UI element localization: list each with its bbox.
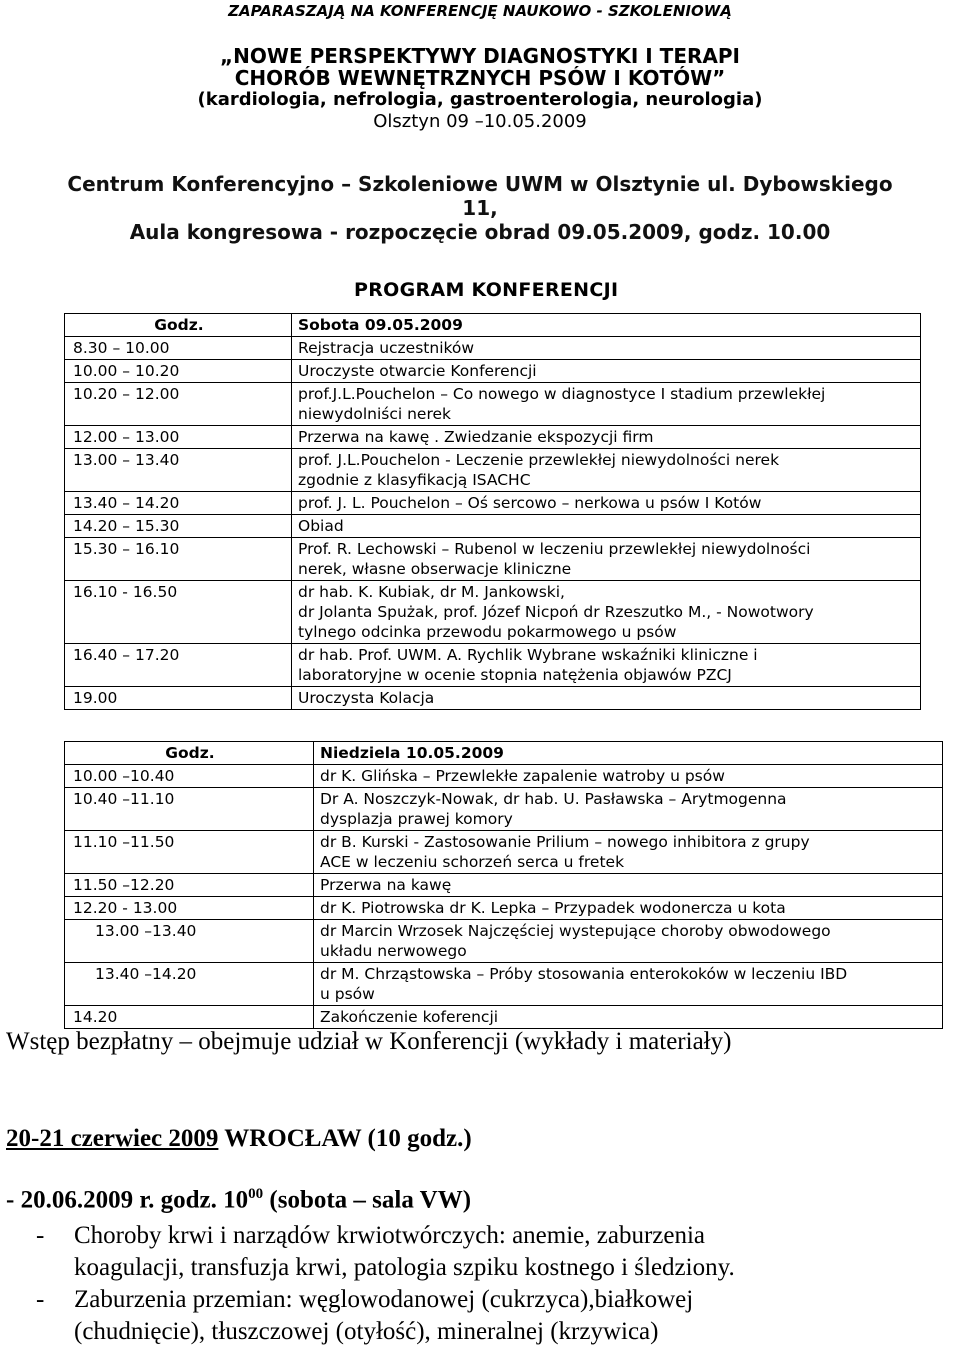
row-description xyxy=(292,538,921,581)
row-description-line: Uroczysta Kolacja xyxy=(298,689,435,707)
venue-line-2: 11, xyxy=(462,196,498,220)
row-time: 13.40 –14.20 xyxy=(65,963,314,1006)
row-time: 10.20 – 12.00 xyxy=(65,383,292,426)
title-subtitle: (kardiologia, nefrologia, gastroenterologia, neurologia) xyxy=(197,89,763,110)
table-row xyxy=(65,538,921,581)
row-description-line: Prof. R. Lechowski – Rubenol w leczeniu przewlekłej niewydolności xyxy=(298,540,811,558)
table-row xyxy=(65,831,943,874)
row-description xyxy=(314,765,943,788)
row-time: 19.00 xyxy=(65,687,292,710)
row-time: 10.00 –10.40 xyxy=(65,765,314,788)
row-description xyxy=(292,687,921,710)
header-time-label: Godz. xyxy=(65,314,292,337)
table-row xyxy=(65,874,943,897)
row-description-line: zgodnie z klasyfikacją ISACHC xyxy=(298,471,531,489)
program-table-sunday xyxy=(64,741,943,1029)
row-description-line: niewydolniści nerek xyxy=(298,405,452,423)
topics-list xyxy=(6,1220,946,1348)
table-row xyxy=(65,788,943,831)
topic-item xyxy=(6,1284,946,1348)
conference-title-block xyxy=(0,45,960,133)
row-description xyxy=(292,515,921,538)
topic-line: koagulacji, transfuzja krwi, patologia szpiku kostnego i śledziony. xyxy=(74,1254,735,1281)
table-row xyxy=(65,963,943,1006)
row-description-line: Zakończenie koferencji xyxy=(320,1008,499,1026)
table-row xyxy=(65,920,943,963)
row-description xyxy=(314,788,943,831)
venue-line-1: Centrum Konferencyjno – Szkoleniowe UWM w Olsztynie ul. Dybowskiego xyxy=(67,172,893,196)
session-prefix: - 20.06.2009 r. godz. 10 xyxy=(6,1186,249,1214)
table-row xyxy=(65,1006,943,1029)
row-description xyxy=(292,383,921,426)
row-time: 14.20 xyxy=(65,1006,314,1029)
row-description xyxy=(314,1006,943,1029)
title-line-1: „NOWE PERSPEKTYWY DIAGNOSTYKI I TERAPI xyxy=(220,44,740,68)
row-time: 12.00 – 13.00 xyxy=(65,426,292,449)
row-description-line: dr K. Glińska – Przewlekłe zapalenie watroby u psów xyxy=(320,767,725,785)
row-time: 16.10 - 16.50 xyxy=(65,581,292,644)
row-description-line: Przerwa na kawę xyxy=(320,876,452,894)
table-row xyxy=(65,644,921,687)
table-header-row xyxy=(65,742,943,765)
row-description xyxy=(292,360,921,383)
session-dateline xyxy=(6,1186,471,1214)
row-description xyxy=(314,831,943,874)
row-description xyxy=(292,492,921,515)
session-suffix: (sobota – sala VW) xyxy=(263,1186,472,1214)
title-line-2: CHORÓB WEWNĘTRZNYCH PSÓW I KOTÓW” xyxy=(234,66,726,90)
table-row xyxy=(65,897,943,920)
row-description-line: tylnego odcinka przewodu pokarmowego u psów xyxy=(298,623,677,641)
row-description xyxy=(292,581,921,644)
row-description-line: laboratoryjne w ocenie stopnia natężenia objawów PZCJ xyxy=(298,666,732,684)
row-description-line: ACE w leczeniu schorzeń serca u fretek xyxy=(320,853,625,871)
row-time: 15.30 – 16.10 xyxy=(65,538,292,581)
row-time: 12.20 - 13.00 xyxy=(65,897,314,920)
venue-line-3: Aula kongresowa - rozpoczęcie obrad 09.05.2009, godz. 10.00 xyxy=(129,220,831,244)
table-row xyxy=(65,492,921,515)
row-description-line: u psów xyxy=(320,985,375,1003)
row-time: 11.50 –12.20 xyxy=(65,874,314,897)
topic-dash: - xyxy=(36,1286,45,1313)
row-time: 11.10 –11.50 xyxy=(65,831,314,874)
row-description xyxy=(314,963,943,1006)
row-description xyxy=(314,897,943,920)
row-time: 13.00 –13.40 xyxy=(65,920,314,963)
row-description-line: dr hab. Prof. UWM. A. Rychlik Wybrane wskaźniki kliniczne i xyxy=(298,646,758,664)
table-row xyxy=(65,515,921,538)
row-description-line: nerek, własne obserwacje kliniczne xyxy=(298,560,572,578)
row-time: 13.00 – 13.40 xyxy=(65,449,292,492)
table-row xyxy=(65,581,921,644)
row-description-line: dr Marcin Wrzosek Najczęściej wystepujące choroby obwodowego xyxy=(320,922,831,940)
row-time: 8.30 – 10.00 xyxy=(65,337,292,360)
header-time-label: Godz. xyxy=(65,742,314,765)
row-description xyxy=(292,644,921,687)
wroclaw-place: WROCŁAW (10 godz.) xyxy=(218,1125,472,1152)
topic-item xyxy=(6,1220,946,1284)
row-description-line: Przerwa na kawę . Zwiedzanie ekspozycji firm xyxy=(298,428,654,446)
row-description-line: dr K. Piotrowska dr K. Lepka – Przypadek wodonercza u kota xyxy=(320,899,786,917)
program-title: PROGRAM KONFERENCJI xyxy=(354,279,619,301)
row-description-line: prof. J. L. Pouchelon – Oś sercowo – nerkowa u psów I Kotów xyxy=(298,494,762,512)
row-description-line: dysplazja prawej komory xyxy=(320,810,513,828)
row-description xyxy=(314,920,943,963)
row-description-line: Obiad xyxy=(298,517,344,535)
topic-line: Zaburzenia przemian: węglowodanowej (cukrzyca),białkowej xyxy=(74,1286,694,1313)
row-description-line: dr Jolanta Spużak, prof. Józef Nicpoń dr Rzeszutko M., - Nowotwory xyxy=(298,603,814,621)
row-description-line: dr M. Chrząstowska – Próby stosowania enterokoków w leczeniu IBD xyxy=(320,965,848,983)
row-description-line: Rejstracja uczestników xyxy=(298,339,475,357)
header-note: ZAPARASZAJĄ NA KONFERENCJĘ NAUKOWO - SZKOLENIOWĄ xyxy=(228,2,732,20)
row-description-line: prof. J.L.Pouchelon - Leczenie przewlekłej niewydolności nerek xyxy=(298,451,780,469)
title-date: Olsztyn 09 –10.05.2009 xyxy=(373,111,587,132)
header-day-label: Sobota 09.05.2009 xyxy=(292,314,921,337)
wroclaw-heading xyxy=(6,1125,472,1153)
table-header-row xyxy=(65,314,921,337)
free-entry-note: Wstęp bezpłatny – obejmuje udział w Konferencji (wykłady i materiały) xyxy=(6,1028,732,1055)
table-row xyxy=(65,360,921,383)
row-description xyxy=(292,337,921,360)
row-time: 10.40 –11.10 xyxy=(65,788,314,831)
row-description xyxy=(292,449,921,492)
row-description-line: prof.J.L.Pouchelon – Co nowego w diagnostyce I stadium przewlekłej xyxy=(298,385,826,403)
table-row xyxy=(65,426,921,449)
row-description xyxy=(292,426,921,449)
table-row xyxy=(65,383,921,426)
row-description-line: Uroczyste otwarcie Konferencji xyxy=(298,362,537,380)
row-time: 10.00 – 10.20 xyxy=(65,360,292,383)
topic-line: Choroby krwi i narządów krwiotwórczych: anemie, zaburzenia xyxy=(74,1222,706,1249)
row-description-line: dr B. Kurski - Zastosowanie Prilium – nowego inhibitora z grupy xyxy=(320,833,810,851)
venue-block xyxy=(0,172,960,244)
header-day-label: Niedziela 10.05.2009 xyxy=(314,742,943,765)
table-row xyxy=(65,687,921,710)
table-row xyxy=(65,449,921,492)
row-time: 14.20 – 15.30 xyxy=(65,515,292,538)
row-description-line: układu nerwowego xyxy=(320,942,467,960)
program-table-saturday xyxy=(64,313,921,710)
row-time: 16.40 – 17.20 xyxy=(65,644,292,687)
wroclaw-date: 20-21 czerwiec 2009 xyxy=(6,1125,219,1152)
row-time: 13.40 – 14.20 xyxy=(65,492,292,515)
row-description xyxy=(314,874,943,897)
session-time-sup: 00 xyxy=(248,1186,264,1202)
topic-line: (chudnięcie), tłuszczowej (otyłość), mineralnej (krzywica) xyxy=(74,1318,659,1345)
table-row xyxy=(65,337,921,360)
table-row xyxy=(65,765,943,788)
row-description-line: dr hab. K. Kubiak, dr M. Jankowski, xyxy=(298,583,565,601)
row-description-line: Dr A. Noszczyk-Nowak, dr hab. U. Pasławska – Arytmogenna xyxy=(320,790,787,808)
topic-dash: - xyxy=(36,1222,45,1249)
